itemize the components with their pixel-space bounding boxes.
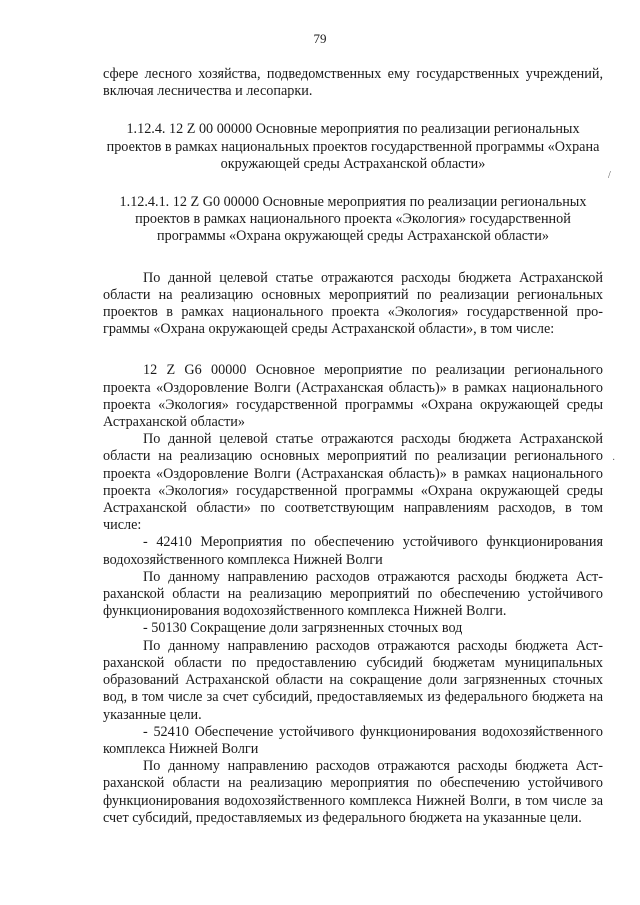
spacer — [103, 246, 603, 270]
section-heading-1-12-4: 1.12.4. 12 Z 00 00000 Основные мероприятия по реализации региональных проектов в рамках национальных проектов государственной программы «Охрана окружающей среды Астраханской области» — [106, 121, 600, 172]
page-number: 79 — [313, 31, 327, 46]
paragraph: По данному направлению расходов отражаются расходы бюджета Астраханской области на реализацию мероприятия по обеспечению устойчивого функционирования водохозяйственного комплекса Нижней Волги, в том числе за счет субсидий, предоставляемых из федерального бюджета на указанные цели. — [103, 758, 603, 826]
paragraph-target-article: 12 Z G6 00000 Основное мероприятие по реализации регионального проекта «Оздоровление Волги (Астраханская область)» в рамках национального проекта «Экология» государственной программы «Охрана окружающей среды Астраханской области» — [103, 362, 603, 431]
expense-direction-42410: - 42410 Мероприятия по обеспечению устойчивого функционирования водохозяйственного комплекса Нижней Волги — [103, 534, 603, 568]
spacer — [103, 173, 603, 194]
paragraph: По данному направлению расходов отражаются расходы бюджета Астраханской области на реализацию мероприятий по обеспечению устойчивого функционирования водохозяйственного комплекса Нижней Волги. — [103, 568, 603, 620]
paragraph: сфере лесного хозяйства, подведомственных ему государственных учреждений, включая лесничества и лесопарки. — [103, 66, 603, 100]
paragraph: По данной целевой статье отражаются расходы бюджета Астраханской области на реализацию основных мероприятий по реализации регионального проекта «Оздоровление Волги (Астраханская область)» в рамках национального проекта «Экология» государственной программы «Охрана окружающей среды Астраханской области» по соответствующим направлениям расходов, в том числе: — [103, 431, 603, 534]
section-heading-1-12-4-1: 1.12.4.1. 12 Z G0 00000 Основные мероприятия по реализации региональных проектов в рамках национального проекта «Экология» государственной программы «Охрана окружающей среды Астраханской области» — [119, 194, 587, 245]
scan-mark: / — [608, 170, 611, 181]
expense-direction-52410: - 52410 Обеспечение устойчивого функционирования водохозяйственного комплекса Нижней Волги — [103, 723, 603, 757]
scan-mark: · — [612, 455, 616, 466]
paragraph: По данному направлению расходов отражаются расходы бюджета Астраханской области по предоставлению субсидий бюджетам муниципальных образований Астраханской области на сокращение доли загрязненных сточных вод, в том числе за счет субсидий, предоставляемых из федерального бюджета на указанные цели. — [103, 637, 603, 723]
spacer — [103, 338, 603, 362]
paragraph: По данной целевой статье отражаются расходы бюджета Астраханской области на реализацию основных мероприятий по реализации региональных проектов в рамках национального проекта «Экология» государственной программы «Охрана окружающей среды Астраханской области», в том числе: — [103, 269, 603, 338]
expense-direction-50130: - 50130 Сокращение доли загрязненных сточных вод — [143, 620, 463, 637]
spacer — [103, 100, 603, 121]
page-body — [103, 66, 603, 827]
